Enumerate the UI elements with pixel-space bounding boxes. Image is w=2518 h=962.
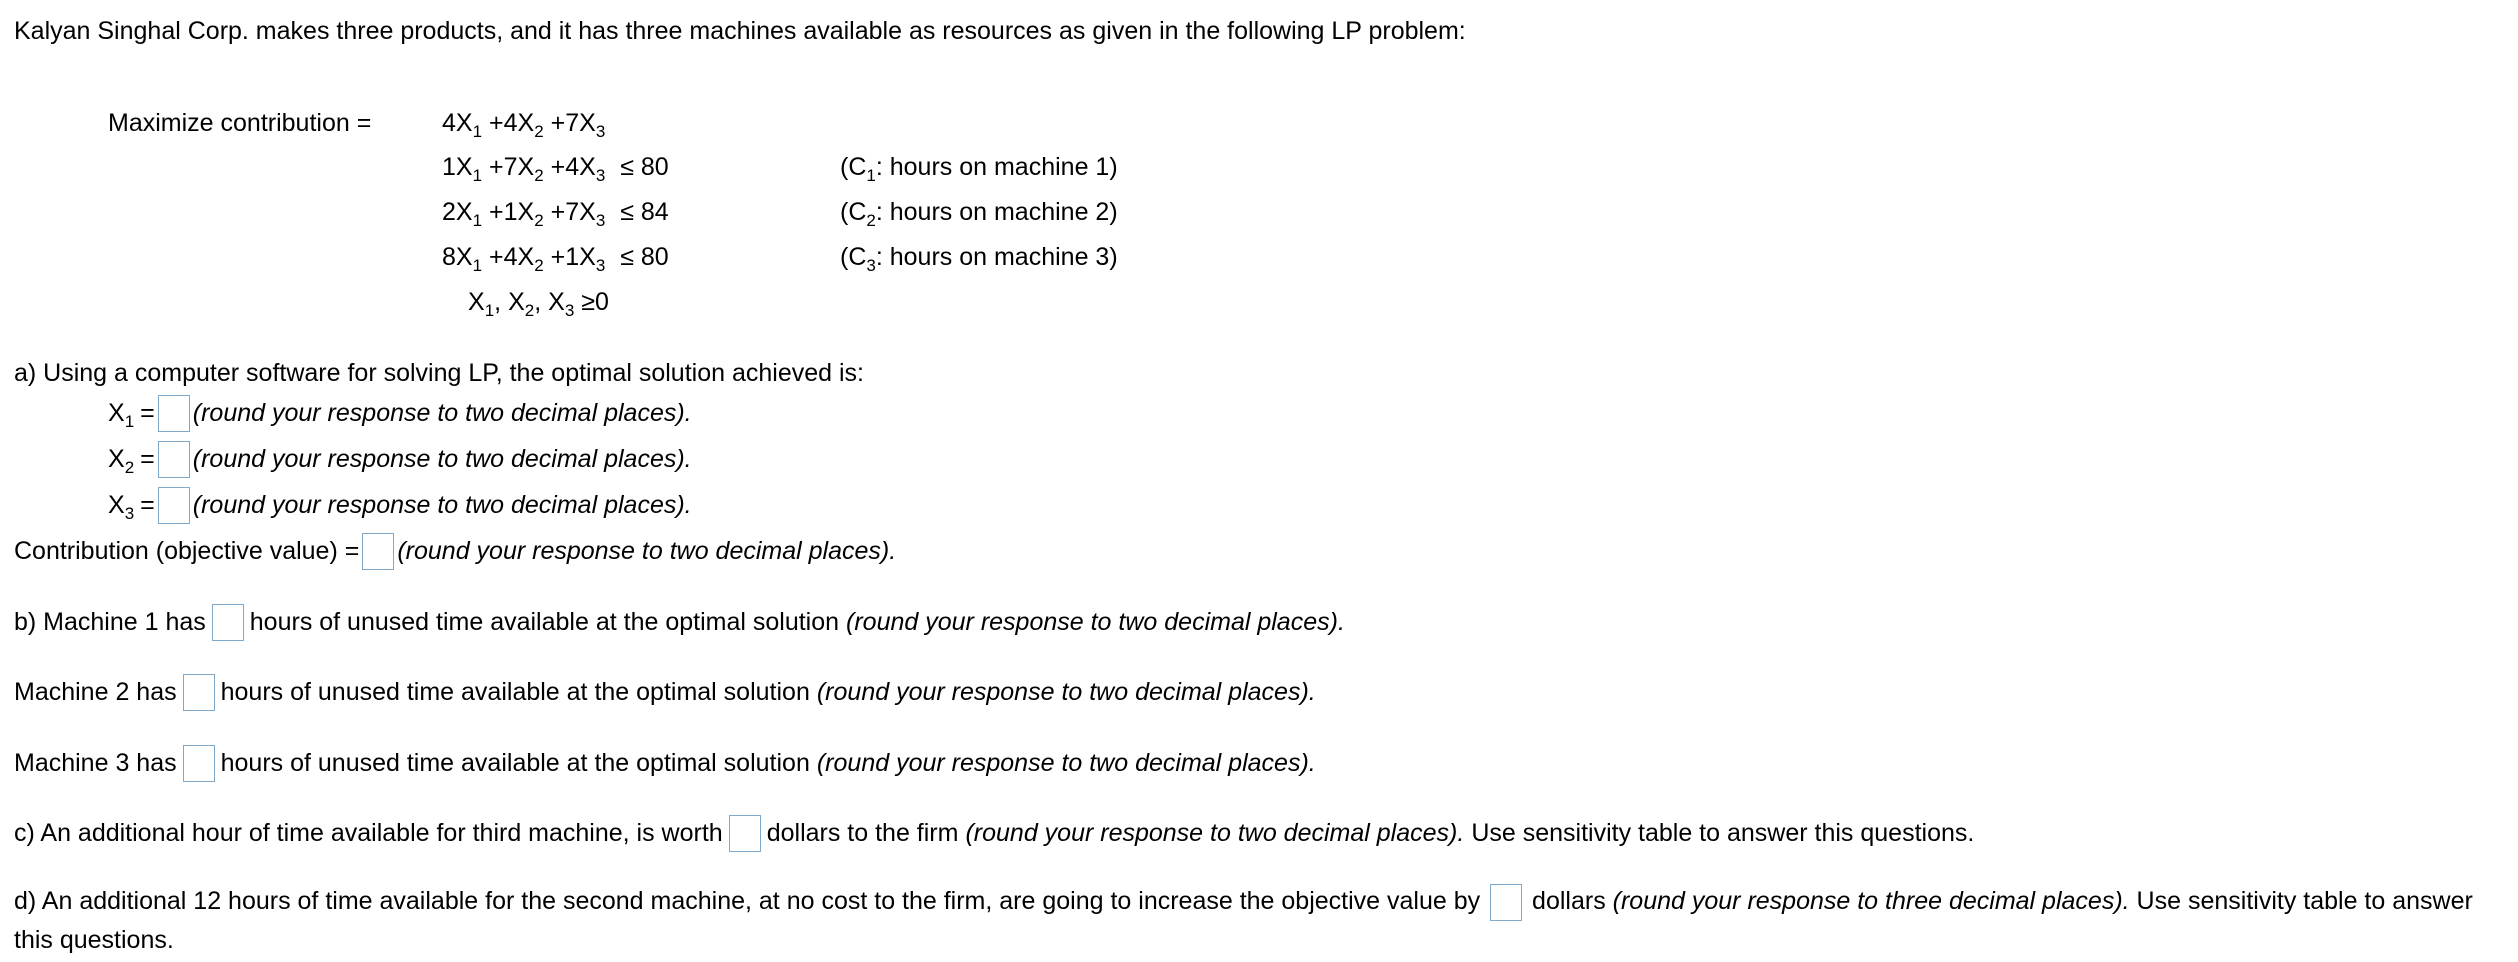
machine-3-row: Machine 3 has hours of unused time available at the optimal solution (round your response to two decimal places). [14,743,1316,783]
part-a-heading: a) Using a computer software for solving LP, the optimal solution achieved is: [14,359,864,387]
constraint-2: $2X_1 +1X_2 +7X_3 \le 84$ [442,198,669,230]
x2-input[interactable] [158,441,190,478]
nonnegativity-constraint: $X_1$, $X_2$, $X_3 \ge 0$ [468,288,609,320]
objective-label: Maximize contribution = [108,109,372,137]
x3-input[interactable] [158,487,190,524]
contribution-round-hint: (round your response to two decimal places). [397,536,897,565]
x1-row: $X_1$ = (round your response to two decimal places). [108,393,692,433]
machine-1-unused-input[interactable] [212,604,244,641]
machine-3-unused-input[interactable] [183,745,215,782]
objective-function: $4X_1 +4X_2 +7X_3$ [442,109,606,141]
machine-2-unused-input[interactable] [183,674,215,711]
x1-input[interactable] [158,395,190,432]
machine-1-row: b) Machine 1 has hours of unused time available at the optimal solution (round your response to two decimal places). [14,602,1345,642]
x2-round-hint: (round your response to two decimal places). [192,444,692,473]
problem-intro: Kalyan Singhal Corp. makes three products, and it has three machines available as resources as given in the following LP problem: [14,17,1466,45]
part-d-input[interactable] [1490,884,1522,921]
constraint-2-note: ($C_2$: hours on machine 2) [840,198,1118,230]
contribution-input[interactable] [362,533,394,570]
constraint-3-note: ($C_3$: hours on machine 3) [840,243,1118,275]
contribution-row [14,531,896,571]
contribution-label: Contribution (objective value) = [14,536,360,565]
machine-2-row: Machine 2 has hours of unused time available at the optimal solution (round your response to two decimal places). [14,672,1316,712]
x2-row: $X_2$ = (round your response to two decimal places). [108,439,692,479]
x3-label: $X_3$ [108,490,135,523]
x1-label: $X_1$ [108,398,135,431]
constraint-1-note: ($C_1$: hours on machine 1) [840,153,1118,185]
constraint-3: $8X_1 +4X_2 +1X_3 \le 80$ [442,243,669,275]
part-c-row: c) An additional hour of time available for third machine, is worth dollars to the firm (round your response to two decimal places). Use sensitivity table to answer this questions. [14,813,1974,853]
x2-label: $X_2$ [108,444,135,477]
x3-row: $X_3$ = (round your response to two decimal places). [108,485,692,525]
x1-round-hint: (round your response to two decimal places). [192,398,692,427]
part-c-input[interactable] [729,815,761,852]
constraint-1: $1X_1 +7X_2 +4X_3 \le 80$ [442,153,669,185]
part-d-paragraph: d) An additional 12 hours of time available for the second machine, at no cost to the firm, are going to increase the objective value by dollars (round your response to three decimal places). Use sensitivity table to answer this questions. [14,882,2504,959]
x3-round-hint: (round your response to two decimal places). [192,490,692,519]
